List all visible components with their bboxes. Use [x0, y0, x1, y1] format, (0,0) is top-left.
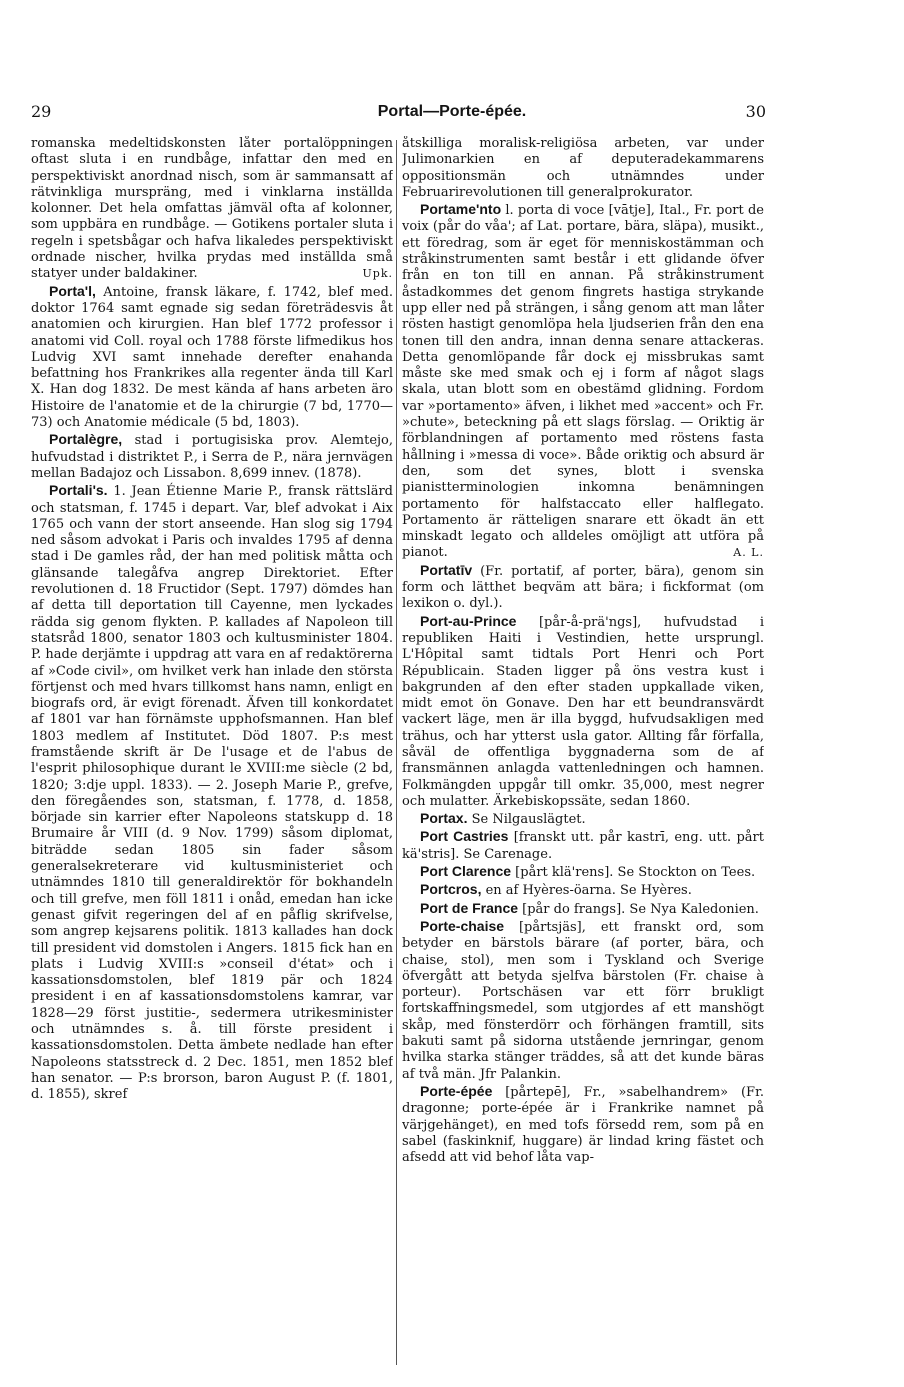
dictionary-entry [402, 828, 764, 863]
entry-headword: Portalègre, [49, 431, 123, 448]
entry-headword: Porte-chaise [420, 917, 505, 934]
entry-text: (Fr. portatif, af porter, bära), genom sin form och lätthet beqväm att bära; i fickformat (om lexikon o. dyl.). [402, 563, 764, 612]
column-divider [396, 140, 397, 1365]
dictionary-entry [402, 810, 764, 828]
author-signature: Upk. [362, 267, 393, 281]
continued-text [31, 136, 393, 283]
entry-text: l. porta di voce [vātje], Ital., Fr. port de voix (pår do våa'; af Lat. portare, bära, släpa), musikt., ett föredrag, som är eget för menniskostämman och stråkinstrumenten samt består i ett glidande öfver från en ton till en annan. På stråkinstrument åstadkommes det genom fingrets hastiga strykande upp eller ned på strängen, i sång genom att man låter rösten hastigt genomlöpa hela ljudserien från den ena tonen till den andra, innan denna senare attackeras. Detta genomlöpande får dock ej missbrukas samt måste ske med smak och ej i form af något slags skala, utan blott som en obestämd glidning. Fordom var »portamento» äfven, i likhet med »accent» och Fr. »chute», beteckning på ett slags förslag. — Oriktig är förblandningen af portamento med röstens fasta hållning i »messa di voce». Både oriktig och absurd är den, som det synes, blott i svenska pianistterminologien inkomna benämningen portamento för halfstaccato eller halflegato. Portamento är rätteligen snarare ett ökadt än ett minskadt legato och alldeles omöjligt att utföra på pianot. [402, 203, 764, 561]
entry-text: [pår do frangs]. Se Nya Kaledonien. [518, 901, 759, 917]
entry-headword: Porte-épée [420, 1082, 493, 1099]
continued-text [402, 136, 764, 201]
dictionary-entry [402, 881, 764, 899]
page-number-left: 29 [31, 102, 52, 121]
dictionary-entry [402, 613, 764, 811]
entry-text: [pår-å-prä'ngs], hufvudstad i republiken Haiti i Vestindien, hette ursprungl. L'Hôpital samt tidtals Port Henri och Port Républicain. Staden ligger på öns vestra kust i bakgrunden af den efter staden uppkallade viken, midt emot ön Gonave. Den har ett beundransvärdt vackert läge, men är illa byggd, hufvudsakligen med trähus, och har ytterst usla gator. Allting får förfalla, såväl de offentliga byggnaderna som de af fransmännen anlagda vattenledningen och hamnen. Folkmängden uppgår till omkr. 35,000, mest negrer och mulatter. Ärkebiskopssäte, sedan 1860. [402, 614, 764, 809]
entry-headword: Port-au-Prince [420, 612, 517, 629]
entry-headword: Portali's. [49, 482, 108, 499]
entry-text: Se Nilgauslägtet. [467, 812, 586, 828]
entry-text: en af Hyères-öarna. Se Hyères. [481, 883, 692, 899]
dictionary-entry [31, 283, 393, 432]
entry-text: stad i portugisiska prov. Alemtejo, hufvudstad i distriktet P., i Serra de P., nära jernvägen mellan Badajoz och Lissabon. 8,699 innev. (1878). [31, 433, 393, 481]
dictionary-entry [402, 900, 764, 918]
dictionary-entry [402, 918, 764, 1083]
entry-text: Antoine, fransk läkare, f. 1742, blef med. doktor 1764 samt egnade sig sedan företrädesvis åt anatomien och kirurgien. Han blef 1772 professor i anatomi vid Coll. royal och 1788 förste lifmedikus hos Ludvig XVI samt innehade derefter enahanda befattning hos Frankrikes alla regenter ända till Karl X. Han dog 1832. De mest kända af hans arbeten äro Histoire de l'anatomie et de la chirurgie (7 bd, 1770—73) och Anatomie médicale (5 bd, 1803). [31, 284, 393, 431]
entry-text: åtskilliga moralisk-religiösa arbeten, var under Julimonarkien en af deputeradekammarens oppositionsmän och utnämndes under Februarirevolutionen till generalprokurator. [402, 136, 764, 200]
left-column [31, 136, 393, 1368]
dictionary-entry [402, 863, 764, 881]
page-number-right: 30 [745, 102, 766, 121]
dictionary-entry [402, 201, 764, 562]
dictionary-entry [402, 562, 764, 613]
entry-text: 1. Jean Étienne Marie P., fransk rättslärd och statsman, f. 1745 i depart. Var, blef advokat i Aix 1765 och vann der stort anseende. Han slog sig 1794 ned såsom advokat i Paris och invaldes 1795 af denna stad i De gamles råd, der han med politisk måtta och glänsande talegåfva angrep Direktoriet. Efter revolutionen d. 18 Fructidor (Sept. 1797) dömdes han af detta till deportation till Cayenne, men lyckades rädda sig genom flykten. P. kallades af Napoleon till statsråd 1800, senator 1803 och kultusminister 1804. P. hade derjämte i uppdrag att vara en af redaktörerna af »Code civil», om hvilket verk han inlade den största förtjenst och med hvars tillkomst hans namn, enligt en biografs ord, är evigt förenadt. Äfven till konkordatet af 1801 var han förnämste upphofsmannen. Han blef 1803 medlem af Institutet. Död 1807. P:s mest framstående skrift är De l'usage et de l'abus de l'esprit philosophique durant le XVIII:me siècle (2 bd, 1820; 3:dje uppl. 1833). — 2. Joseph Marie P., grefve, den föregåendes son, statsman, f. 1778, d. 1858, började sin karrier efter Napoleons statskupp d. 18 Brumaire år VIII (d. 9 Nov. 1799) såsom diplomat, biträdde sedan 1805 sin fader såsom generalsekreterare vid kultusministeriet och utnämndes 1810 till generaldirektör för bokhandeln och till grefve, men föll 1811 i onåd, emedan han icke genast gifvit regeringen del af en påflig skrifvelse, som angrep kejsarens politik. 1813 kallades han dock till president vid domstolen i Angers. 1815 fick han en plats i Ludvig XVIII:s »conseil d'état» och i kassationsdomstolen, blef 1819 pär och 1824 president i en af kassationsdomstolens kamrar, var 1828—29 först justitie-, sedermera utrikesminister och utnämndes s. å. till förste president i kassationsdomstolen. Detta ämbete nedlade han efter Napoleons statsstreck d. 2 Dec. 1851, men 1852 blef han senator. — P:s brorson, baron August P. (f. 1801, d. 1855), skref [31, 484, 393, 1103]
dictionary-entry [31, 431, 393, 482]
dictionary-entry [402, 1083, 764, 1166]
entry-text: [franskt utt. pår kastrī, eng. utt. pårt kä'stris]. Se Carenage. [402, 830, 764, 862]
entry-headword: Porta'l, [49, 282, 96, 299]
entry-headword: Portatīv [420, 561, 473, 578]
entry-text: [pårt klä'rens]. Se Stockton on Tees. [511, 865, 756, 881]
author-signature: A. L. [733, 546, 764, 560]
right-column [402, 136, 764, 1368]
running-title: Portal—Porte-épée. [377, 103, 527, 120]
entry-headword: Portax. [420, 810, 468, 827]
entry-headword: Portame'nto [420, 201, 502, 218]
dictionary-entry [31, 482, 393, 1103]
entry-headword: Port de France [420, 899, 519, 916]
entry-text: romanska medeltidskonsten låter portalöppningen oftast sluta i en rundbåge, infattar den med en perspektiviskt anordnad nisch, som är sammansatt af rätvinkliga murspräng, med i vinklarna inställda kolonner. Det hela omfattas jämväl ofta af kolonner, som uppbära en rundbåge. — Gotikens portaler sluta i regeln i spetsbågar och hafva likaledes perspektiviskt ordnade nischer, hvilka prydas med inställda små statyer under baldakiner. [31, 136, 393, 282]
entry-text: [pårtepē], Fr., »sabelhandrem» (Fr. dragonne; porte-épée är i Frankrike namnet på värjgehänget), en med tofs försedd rem, som på en sabel (faskinknif, huggare) är lindad kring fästet och afsedd att vid behof låta vap- [402, 1084, 764, 1166]
entry-headword: Port Clarence [420, 863, 512, 880]
entry-headword: Portcros, [420, 881, 482, 898]
entry-headword: Port Castries [420, 828, 509, 845]
entry-text: [pårtsjäs], ett franskt ord, som betyder en bärstols bärare (af porter, bära, och chaise, stol), men som i Tyskland och Sverige öfvergått att betyda sjelfva bärstolen (Fr. chaise à porteur). Portschäsen var ett förr brukligt fortskaffningsmedel, som utgjordes af ett manshögt skåp, med fönsterdörr och förhängen framtill, sits bakuti samt på sidorna utstående jernringar, genom hvilka starka stänger träddes, så att det kunde bäras af två män. Jfr Palankin. [402, 919, 764, 1082]
